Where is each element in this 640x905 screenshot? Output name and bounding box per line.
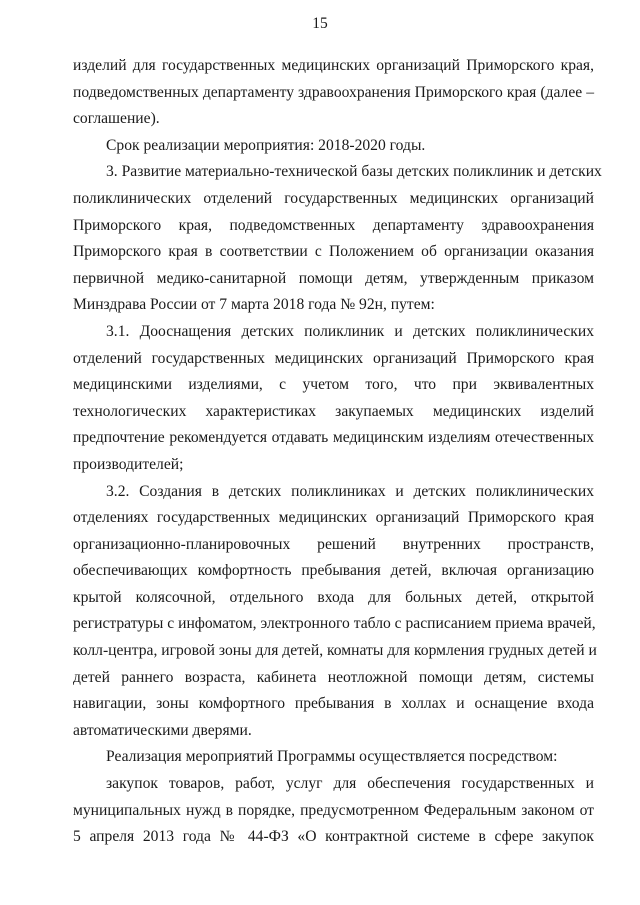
text-line: Минздрава России от 7 марта 2018 года № 92н, путем: (73, 296, 435, 314)
text-line: муниципальных нужд в порядке, предусмотренном Федеральным законом от (73, 801, 594, 819)
paragraph-item-3 (73, 159, 602, 319)
text-line: закупок товаров, работ, услуг для обеспечения государственных и (106, 775, 594, 793)
page-number: 15 (312, 15, 328, 32)
text-line: обеспечивающих комфортность пребывания детей, включая организацию (73, 562, 594, 580)
paragraph-continuation (73, 53, 594, 133)
text-line: детей раннего возраста, кабинета неотложной помощи детям, системы (73, 668, 594, 686)
text-line: регистратуры с инфоматом, электронного табло с расписанием приема врачей, (73, 615, 596, 633)
text-line: 5 апреля 2013 года № 44-ФЗ «О контрактной системе в сфере закупок (73, 828, 594, 846)
text-line: отделений государственных медицинских организаций Приморского края (73, 349, 594, 367)
text-line: соглашение). (73, 110, 160, 128)
text-line: колл-центра, игровой зоны для детей, комнаты для кормления грудных детей и (73, 642, 597, 660)
text-line: предпочтение рекомендуется отдавать медицинским изделиям отечественных (73, 429, 594, 447)
text-line: Срок реализации мероприятия: 2018-2020 годы. (106, 136, 426, 154)
text-line: производителей; (73, 455, 184, 473)
paragraph-item-3-2 (73, 479, 597, 745)
document-body (73, 53, 602, 851)
text-line: Приморского края, подведомственных департаменту здравоохранения (73, 216, 594, 234)
text-line: 3. Развитие материально-технической базы детских поликлиник и детских (106, 163, 602, 181)
text-line: поликлинических отделений государственных медицинских организаций (73, 189, 594, 207)
text-line: 3.1. Дооснащения детских поликлиник и детских поликлинических (106, 322, 594, 340)
text-line: изделий для государственных медицинских организаций Приморского края, (73, 57, 594, 74)
text-line: 3.2. Создания в детских поликлиниках и детских поликлинических (106, 482, 594, 500)
text-line: автоматическими дверями. (73, 721, 252, 739)
text-line: отделениях государственных медицинских организаций Приморского края (73, 509, 594, 527)
text-line: Реализация мероприятий Программы осуществляется посредством: (106, 748, 558, 766)
text-line: навигации, зоны комфортного пребывания в холлах и оснащение входа (73, 695, 594, 713)
text-line: организационно-планировочных решений внутренних пространств, (73, 535, 594, 553)
text-line: медицинскими изделиями, с учетом того, что при эквивалентных (73, 376, 594, 394)
paragraph-period (73, 133, 594, 160)
text-line: первичной медико-санитарной помощи детям, утвержденным приказом (73, 269, 594, 287)
text-line: Приморского края в соответствии с Положением об организации оказания (73, 243, 594, 261)
text-line: крытой колясочной, отдельного входа для больных детей, открытой (73, 588, 594, 606)
paragraph-implementation (73, 744, 594, 771)
text-line: подведомственных департаменту здравоохранения Приморского края (далее – (73, 83, 594, 101)
text-line: технологических характеристиках закупаемых медицинских изделий (73, 402, 594, 420)
paragraph-item-3-1 (73, 319, 594, 479)
paragraph-procurement (73, 771, 594, 851)
